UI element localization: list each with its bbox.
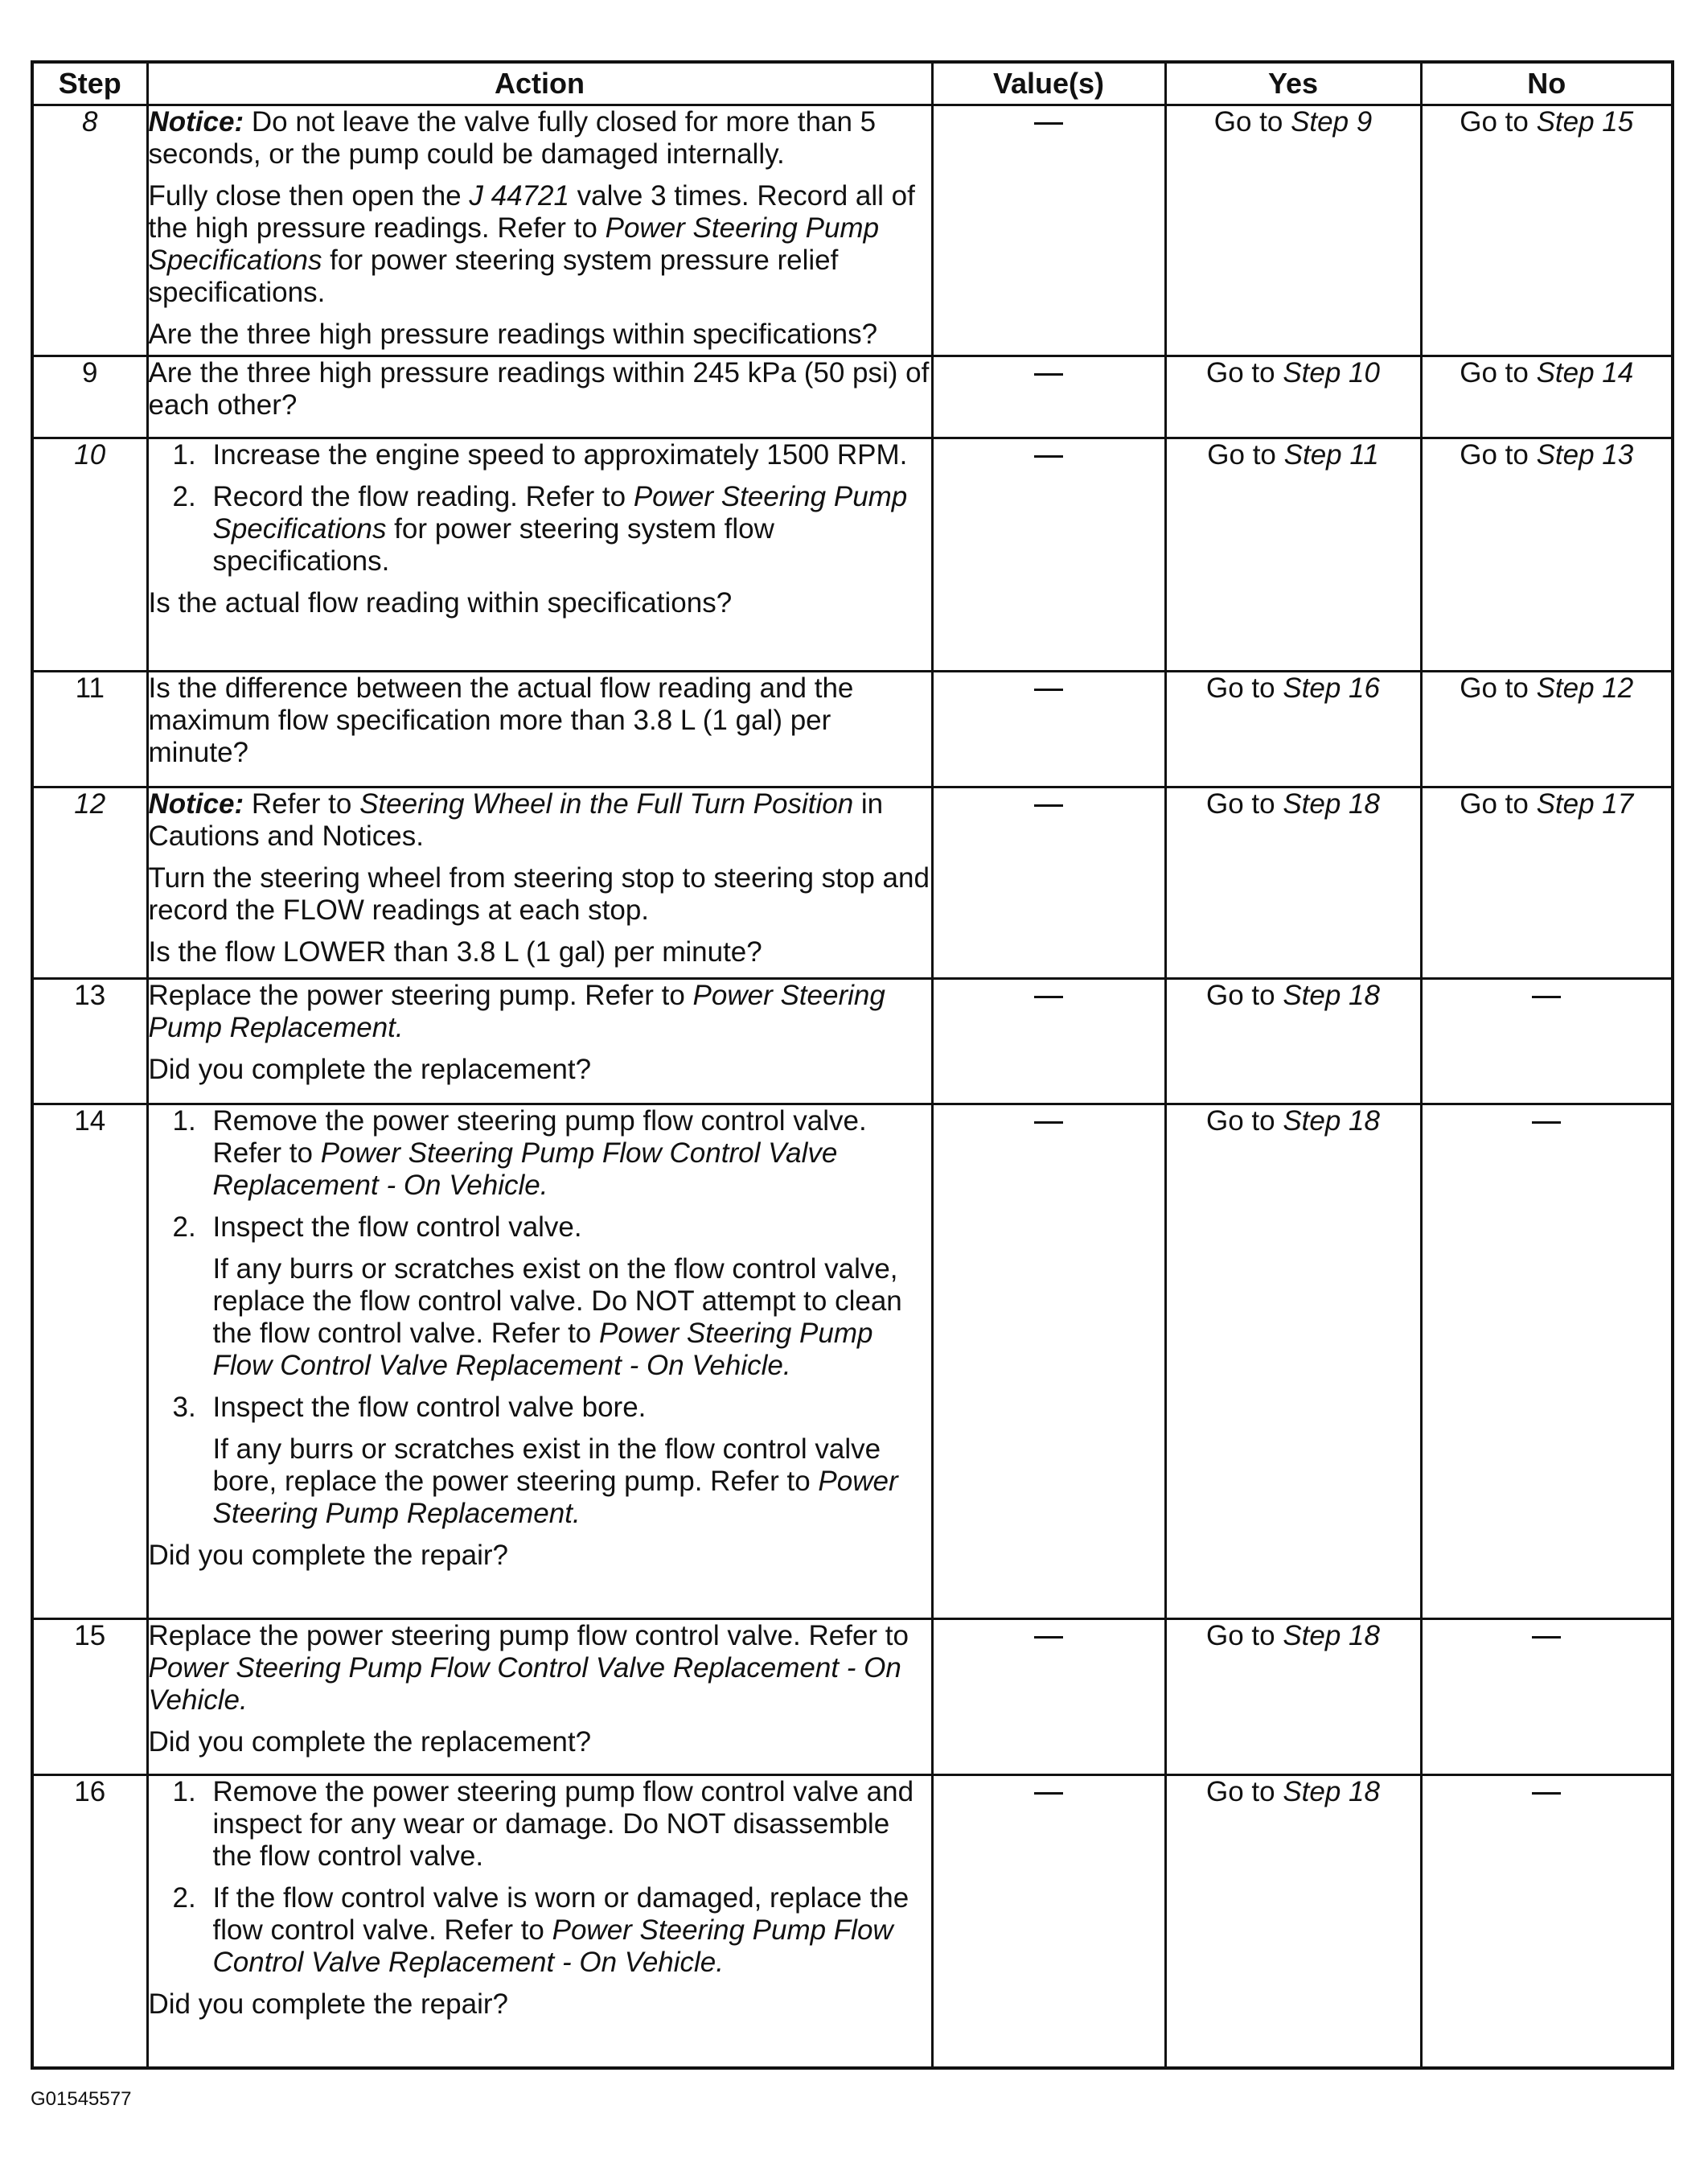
- goto-step-link[interactable]: Step 14: [1536, 357, 1634, 389]
- diagnostic-table: [31, 60, 1674, 2070]
- action-paragraph: [149, 180, 931, 309]
- dash-mark: [1532, 1121, 1561, 1124]
- text-run: Did you complete the replacement?: [148, 1054, 592, 1085]
- goto-step-link[interactable]: Step 12: [1536, 672, 1634, 704]
- action-paragraph: [149, 980, 931, 1044]
- goto-step-link[interactable]: Step 17: [1536, 788, 1634, 820]
- text-run: Record the flow reading. Refer to: [212, 481, 634, 512]
- action-question: [149, 1054, 931, 1086]
- goto-step-link[interactable]: Step 18: [1283, 1620, 1380, 1651]
- step-detail: [213, 1253, 931, 1382]
- goto-step-link[interactable]: Step 15: [1536, 106, 1634, 138]
- header-no: No: [1421, 62, 1673, 105]
- reference-text: Power Steering Pump Replacement.: [212, 1466, 898, 1529]
- step-number: 9: [32, 356, 147, 438]
- reference-text: Power Steering Pump Specifications: [212, 481, 908, 545]
- goto-prefix: Go to: [1206, 1776, 1283, 1807]
- value-cell: [932, 438, 1165, 672]
- text-run: If any burrs or scratches exist on the flow control valve, replace the flow control valve. Do NOT attempt to clean the flow control valve. Refer to: [212, 1253, 902, 1349]
- text-run: Turn the steering wheel from steering stop to steering stop and record the FLOW readings at each stop.: [148, 862, 930, 926]
- figure-code: G01545577: [31, 2088, 132, 2110]
- procedure-step: [149, 439, 931, 471]
- reference-text: Steering Wheel in the Full Turn Position: [359, 788, 854, 820]
- goto-step-link[interactable]: Step 18: [1283, 1776, 1380, 1807]
- table-row: [32, 672, 1673, 787]
- step-number: 10: [32, 438, 147, 672]
- text-run: Are the three high pressure readings within 245 kPa (50 psi) of each other?: [148, 357, 930, 421]
- procedure-list: [149, 1776, 931, 1979]
- action-cell: [147, 672, 932, 787]
- goto-step-link[interactable]: Step 16: [1283, 672, 1380, 704]
- table-row: [32, 979, 1673, 1104]
- reference-text: Power Steering Pump Flow Control Valve Replacement - On Vehicle.: [212, 1318, 873, 1381]
- action-cell: [147, 1619, 932, 1775]
- step-index: 2.: [172, 1211, 196, 1243]
- goto-step-link[interactable]: Step 18: [1283, 980, 1380, 1011]
- dash-mark: [1034, 373, 1063, 376]
- goto-prefix: Go to: [1206, 672, 1283, 704]
- procedure-step: [149, 481, 931, 578]
- procedure-step: [149, 1105, 931, 1202]
- table-row: [32, 105, 1673, 356]
- action-question: [149, 587, 931, 619]
- dash-mark: [1532, 1636, 1561, 1639]
- reference-text: Notice:: [148, 788, 244, 820]
- no-cell: [1421, 1775, 1673, 2068]
- action-question: [149, 672, 931, 769]
- value-cell: [932, 1775, 1165, 2068]
- step-index: 3.: [172, 1392, 196, 1423]
- procedure-step: [149, 1776, 931, 1873]
- value-cell: [932, 787, 1165, 979]
- action-paragraph: [149, 1620, 931, 1717]
- yes-cell: [1165, 1775, 1421, 2068]
- step-index: 1.: [172, 439, 196, 471]
- text-run: Remove the power steering pump flow control valve. Refer to: [212, 1105, 867, 1169]
- goto-prefix: Go to: [1207, 439, 1284, 471]
- yes-cell: [1165, 787, 1421, 979]
- table-body: [32, 105, 1673, 2068]
- action-question: [149, 936, 931, 968]
- procedure-list: [149, 439, 931, 578]
- step-number: 12: [32, 787, 147, 979]
- action-cell: [147, 1104, 932, 1619]
- text-run: Refer to: [244, 788, 360, 820]
- value-cell: [932, 979, 1165, 1104]
- text-run: If any burrs or scratches exist in the flow control valve bore, replace the power steering pump. Refer to: [212, 1433, 881, 1497]
- reference-text: Power Steering Pump Flow Control Valve Replacement - On Vehicle.: [148, 1652, 901, 1716]
- action-question: [149, 1988, 931, 2021]
- step-index: 1.: [172, 1776, 196, 1807]
- goto-prefix: Go to: [1206, 357, 1283, 389]
- action-paragraph: [149, 106, 931, 171]
- no-cell: [1421, 438, 1673, 672]
- yes-cell: [1165, 356, 1421, 438]
- text-run: Fully close then open the: [148, 180, 470, 212]
- dash-mark: [1532, 1792, 1561, 1795]
- value-cell: [932, 105, 1165, 356]
- header-yes: Yes: [1165, 62, 1421, 105]
- reference-text: J 44721: [469, 180, 569, 212]
- procedure-step: [149, 1392, 931, 1530]
- text-run: for power steering system pressure relief specifications.: [148, 245, 839, 308]
- text-run: Replace the power steering pump. Refer to: [148, 980, 693, 1011]
- text-run: Did you complete the repair?: [148, 1540, 508, 1571]
- dash-mark: [1034, 1121, 1063, 1124]
- table-row: [32, 1619, 1673, 1775]
- goto-prefix: Go to: [1460, 357, 1537, 389]
- no-cell: [1421, 979, 1673, 1104]
- goto-prefix: Go to: [1206, 788, 1283, 820]
- text-run: Are the three high pressure readings within specifications?: [148, 319, 878, 350]
- text-run: Did you complete the replacement?: [148, 1726, 592, 1758]
- action-cell: [147, 105, 932, 356]
- text-run: Inspect the flow control valve bore.: [212, 1392, 647, 1423]
- text-run: Is the difference between the actual flow reading and the maximum flow specification more than 3.8 L (1 gal) per minute?: [148, 672, 854, 768]
- reference-text: Notice:: [148, 106, 244, 138]
- header-values: Value(s): [932, 62, 1165, 105]
- value-cell: [932, 356, 1165, 438]
- goto-step-link[interactable]: Step 13: [1536, 439, 1634, 471]
- dash-mark: [1034, 1792, 1063, 1795]
- text-run: Remove the power steering pump flow control valve and inspect for any wear or damage. Do NOT disassemble the flow control valve.: [212, 1776, 914, 1872]
- header-action: Action: [147, 62, 932, 105]
- goto-prefix: Go to: [1460, 439, 1537, 471]
- action-cell: [147, 356, 932, 438]
- text-run: valve 3 times. Record all of the high pressure readings. Refer to: [148, 180, 915, 244]
- goto-prefix: Go to: [1213, 106, 1291, 138]
- text-run: Is the flow LOWER than 3.8 L (1 gal) per minute?: [148, 936, 762, 968]
- no-cell: [1421, 356, 1673, 438]
- step-number: 16: [32, 1775, 147, 2068]
- table-row: [32, 438, 1673, 672]
- no-cell: [1421, 1619, 1673, 1775]
- step-index: 2.: [172, 1882, 196, 1914]
- header-row: [32, 62, 1673, 105]
- action-paragraph: [149, 862, 931, 927]
- action-question: [149, 319, 931, 351]
- step-number: 13: [32, 979, 147, 1104]
- goto-step-link[interactable]: Step 11: [1283, 439, 1379, 471]
- dash-mark: [1034, 1636, 1063, 1639]
- yes-cell: [1165, 438, 1421, 672]
- step-number: 14: [32, 1104, 147, 1619]
- dash-mark: [1034, 122, 1063, 125]
- text-run: in Cautions and Notices.: [148, 788, 884, 852]
- table-row: [32, 1775, 1673, 2068]
- step-detail: [213, 1433, 931, 1530]
- action-question: [149, 1726, 931, 1758]
- goto-prefix: Go to: [1460, 788, 1537, 820]
- text-run: Did you complete the repair?: [148, 1988, 508, 2020]
- reference-text: Power Steering Pump Replacement.: [148, 980, 885, 1043]
- no-cell: [1421, 672, 1673, 787]
- goto-step-link[interactable]: Step 18: [1283, 1105, 1380, 1137]
- dash-mark: [1034, 455, 1063, 458]
- yes-cell: [1165, 672, 1421, 787]
- no-cell: [1421, 1104, 1673, 1619]
- action-cell: [147, 438, 932, 672]
- value-cell: [932, 672, 1165, 787]
- table-row: [32, 787, 1673, 979]
- goto-prefix: Go to: [1460, 672, 1537, 704]
- yes-cell: [1165, 979, 1421, 1104]
- step-number: 8: [32, 105, 147, 356]
- text-run: Inspect the flow control valve.: [212, 1211, 582, 1243]
- reference-text: Power Steering Pump Flow Control Valve Replacement - On Vehicle.: [212, 1137, 838, 1201]
- value-cell: [932, 1619, 1165, 1775]
- action-question: [149, 357, 931, 421]
- text-run: Replace the power steering pump flow control valve. Refer to: [148, 1620, 909, 1651]
- yes-cell: [1165, 1104, 1421, 1619]
- yes-cell: [1165, 1619, 1421, 1775]
- table-row: [32, 1104, 1673, 1619]
- step-index: 2.: [172, 481, 196, 512]
- goto-step-link[interactable]: Step 18: [1283, 788, 1380, 820]
- procedure-step: [149, 1882, 931, 1979]
- header-step: Step: [32, 62, 147, 105]
- dash-mark: [1034, 996, 1063, 998]
- procedure-list: [149, 1105, 931, 1530]
- reference-text: Power Steering Pump Flow Control Valve Replacement - On Vehicle.: [212, 1914, 893, 1978]
- goto-prefix: Go to: [1206, 1620, 1283, 1651]
- action-paragraph: [149, 788, 931, 853]
- action-cell: [147, 787, 932, 979]
- goto-step-link[interactable]: Step 9: [1291, 106, 1373, 138]
- goto-prefix: Go to: [1206, 1105, 1283, 1137]
- step-index: 1.: [172, 1105, 196, 1137]
- value-cell: [932, 1104, 1165, 1619]
- action-cell: [147, 1775, 932, 2068]
- text-run: Is the actual flow reading within specifications?: [148, 587, 733, 619]
- yes-cell: [1165, 105, 1421, 356]
- dash-mark: [1532, 996, 1561, 998]
- text-run: Increase the engine speed to approximately 1500 RPM.: [212, 439, 908, 471]
- step-number: 15: [32, 1619, 147, 1775]
- reference-text: Power Steering Pump Specifications: [148, 212, 880, 276]
- step-number: 11: [32, 672, 147, 787]
- action-question: [149, 1540, 931, 1572]
- table-row: [32, 356, 1673, 438]
- text-run: for power steering system flow specifications.: [212, 513, 774, 577]
- procedure-step: [149, 1211, 931, 1382]
- goto-prefix: Go to: [1460, 106, 1537, 138]
- dash-mark: [1034, 689, 1063, 691]
- action-cell: [147, 979, 932, 1104]
- text-run: If the flow control valve is worn or damaged, replace the flow control valve. Refer to: [212, 1882, 909, 1946]
- goto-prefix: Go to: [1206, 980, 1283, 1011]
- no-cell: [1421, 787, 1673, 979]
- dash-mark: [1034, 804, 1063, 807]
- goto-step-link[interactable]: Step 10: [1283, 357, 1380, 389]
- no-cell: [1421, 105, 1673, 356]
- text-run: Do not leave the valve fully closed for more than 5 seconds, or the pump could be damaged internally.: [148, 106, 877, 170]
